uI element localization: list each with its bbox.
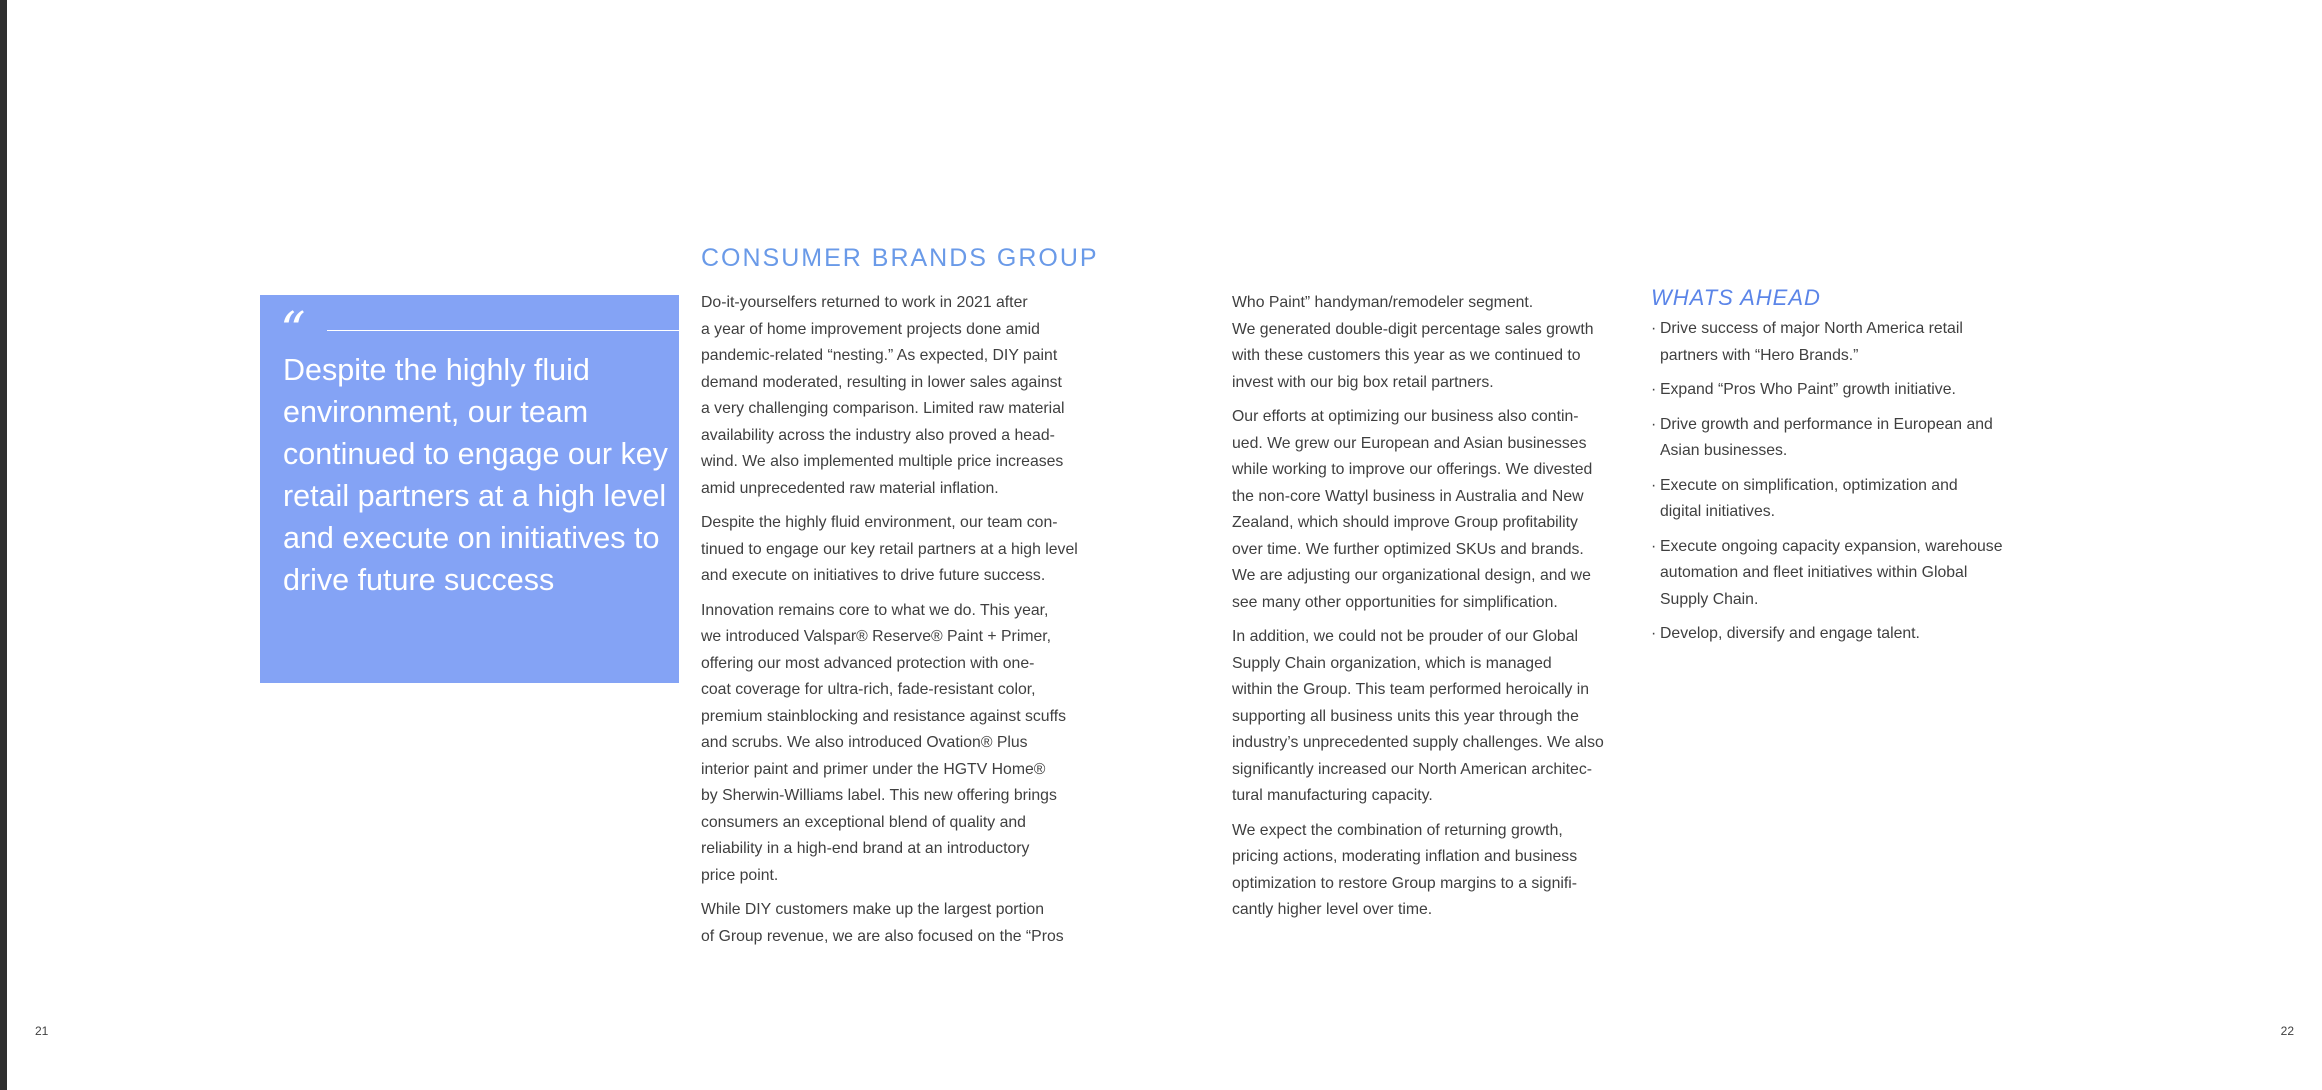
list-item-line: Execute on simplification, optimization and [1660, 476, 1958, 494]
text-line: Despite the highly fluid environment, our team con- [701, 514, 1058, 531]
text-line: We generated double-digit percentage sales growth [1232, 320, 1594, 338]
text-line: cantly higher level over time. [1232, 901, 1433, 918]
paragraph [1232, 290, 1632, 396]
paragraph [1232, 818, 1632, 924]
list-item-line: Drive success of major North America retail [1660, 320, 1963, 337]
page-number-left: 21 [35, 1024, 49, 1038]
text-line: over time. We further optimized SKUs and brands. [1232, 540, 1584, 558]
text-line: industry’s unprecedented supply challenges. We also [1232, 734, 1604, 751]
section-title: CONSUMER BRANDS GROUP [701, 244, 1099, 272]
list-item-line: Expand “Pros Who Paint” growth initiative. [1660, 381, 1956, 398]
bullet-icon: · [1651, 320, 1657, 337]
text-line: interior paint and primer under the HGTV Home® [701, 760, 1046, 778]
paragraph [1232, 404, 1632, 616]
list-item [1651, 534, 2051, 614]
text-line: supporting all business units this year through the [1232, 707, 1579, 725]
bullet-icon: · [1651, 415, 1657, 433]
body-column-right [1232, 290, 1632, 932]
text-line: price point. [701, 866, 779, 884]
text-line: a very challenging comparison. Limited raw material [701, 400, 1065, 417]
list-item [1651, 473, 2051, 526]
text-line: invest with our big box retail partners. [1232, 373, 1494, 391]
text-line: a year of home improvement projects done amid [701, 320, 1040, 338]
text-line: Do-it-yourselfers returned to work in 2021 after [701, 294, 1028, 311]
quotation-mark-icon: “ [280, 301, 306, 359]
text-line: we introduced Valspar® Reserve® Paint + Primer, [701, 628, 1052, 645]
text-line: with these customers this year as we continued to [1232, 347, 1581, 364]
bullet-icon: · [1651, 381, 1657, 398]
paragraph [701, 897, 1101, 950]
text-line: while working to improve our offerings. We divested [1232, 461, 1593, 478]
pull-quote-text: Despite the highly fluid environment, our team continued to engage our key retail partners at a high level and execute on initiatives to drive future success [283, 353, 668, 597]
text-line: consumers an exceptional blend of quality and [701, 813, 1026, 831]
body-column-left [701, 290, 1101, 958]
text-line: Innovation remains core to what we do. This year, [701, 601, 1049, 619]
list-item-line: Supply Chain. [1660, 590, 1759, 608]
text-line: amid unprecedented raw material inflation. [701, 479, 999, 497]
list-item [1651, 621, 2051, 648]
whats-ahead-list [1651, 316, 2051, 656]
text-line: tinued to engage our key retail partners at a high level [701, 540, 1078, 558]
text-line: tural manufacturing capacity. [1232, 787, 1433, 804]
page-number-right: 22 [2280, 1024, 2294, 1038]
bullet-icon: · [1651, 537, 1657, 555]
text-line: within the Group. This team performed heroically in [1232, 681, 1590, 698]
text-line: optimization to restore Group margins to a signifi- [1232, 874, 1578, 892]
list-item-line: Develop, diversify and engage talent. [1660, 625, 1920, 642]
paragraph [701, 598, 1101, 890]
list-item-line: Drive growth and performance in European and [1660, 415, 1993, 433]
quote-divider [327, 330, 679, 331]
text-line: the non-core Wattyl business in Australia and New [1232, 487, 1584, 505]
text-line: We are adjusting our organizational design, and we [1232, 567, 1591, 584]
text-line: availability across the industry also proved a head- [701, 426, 1055, 444]
text-line: We expect the combination of returning growth, [1232, 821, 1563, 839]
text-line: offering our most advanced protection with one- [701, 654, 1035, 672]
bullet-icon: · [1651, 476, 1657, 494]
text-line: While DIY customers make up the largest portion [701, 901, 1045, 918]
list-item-line: partners with “Hero Brands.” [1660, 346, 1859, 364]
bullet-icon: · [1651, 625, 1657, 642]
text-line: significantly increased our North American architec- [1232, 760, 1592, 778]
text-line: coat coverage for ultra-rich, fade-resistant color, [701, 681, 1036, 698]
list-item [1651, 412, 2051, 465]
text-line: of Group revenue, we are also focused on the “Pros [701, 927, 1064, 945]
text-line: Supply Chain organization, which is managed [1232, 654, 1552, 672]
text-line: premium stainblocking and resistance against scuffs [701, 707, 1066, 725]
paragraph [701, 290, 1101, 502]
pull-quote-box [260, 295, 679, 683]
text-line: In addition, we could not be prouder of our Global [1232, 628, 1579, 645]
text-line: pandemic-related “nesting.” As expected, DIY paint [701, 347, 1058, 364]
list-item [1651, 377, 2051, 404]
whats-ahead-title: WHATS AHEAD [1651, 285, 1821, 310]
text-line: Zealand, which should improve Group profitability [1232, 514, 1578, 531]
text-line: Who Paint” handyman/remodeler segment. [1232, 294, 1534, 311]
text-line: demand moderated, resulting in lower sales against [701, 373, 1062, 391]
list-item-line: Asian businesses. [1660, 442, 1788, 459]
page-edge-shadow [0, 0, 7, 1090]
text-line: by Sherwin-Williams label. This new offering brings [701, 787, 1057, 804]
list-item [1651, 316, 2051, 369]
text-line: wind. We also implemented multiple price increases [701, 453, 1064, 470]
list-item-line: Execute ongoing capacity expansion, warehouse [1660, 537, 2003, 555]
text-line: Our efforts at optimizing our business also contin- [1232, 408, 1579, 425]
paragraph [701, 510, 1101, 590]
text-line: see many other opportunities for simplification. [1232, 593, 1558, 611]
list-item-line: digital initiatives. [1660, 503, 1776, 520]
list-item-line: automation and fleet initiatives within Global [1660, 564, 1968, 581]
text-line: ued. We grew our European and Asian businesses [1232, 434, 1587, 452]
text-line: pricing actions, moderating inflation and business [1232, 848, 1578, 865]
text-line: reliability in a high-end brand at an introductory [701, 840, 1030, 857]
text-line: and scrubs. We also introduced Ovation® Plus [701, 734, 1028, 751]
text-line: and execute on initiatives to drive future success. [701, 567, 1046, 584]
paragraph [1232, 624, 1632, 810]
